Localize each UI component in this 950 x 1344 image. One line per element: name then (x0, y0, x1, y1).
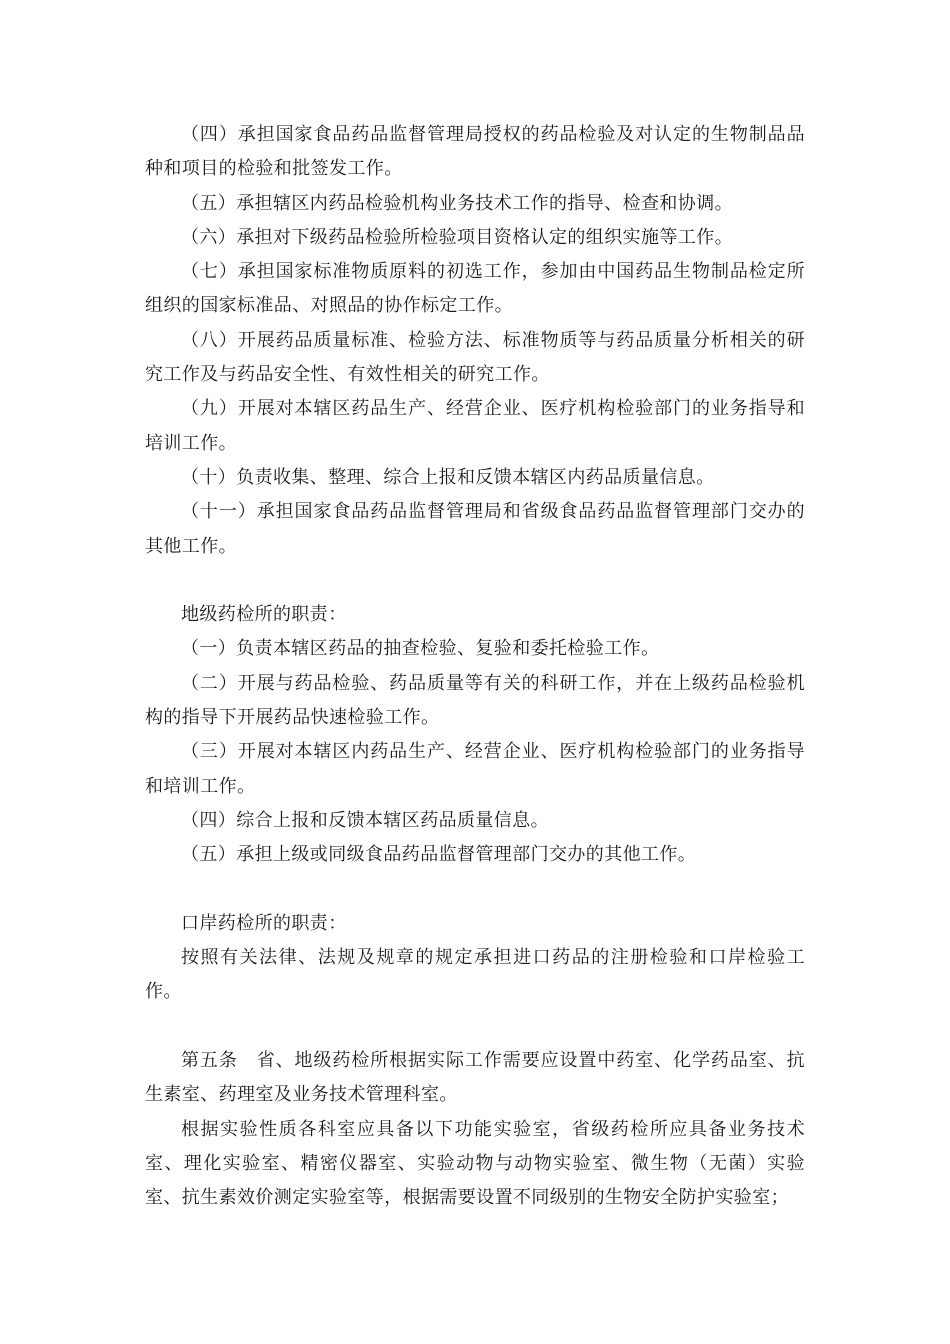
item-eight-provincial: （八）开展药品质量标准、检验方法、标准物质等与药品质量分析相关的研究工作及与药品安全性、有效性相关的研究工作。 (145, 329, 805, 386)
lab-requirements-paragraph: 根据实验性质各科室应具备以下功能实验室，省级药检所应具备业务技术室、理化实验室、精密仪器室、实验动物与动物实验室、微生物（无菌）实验室、抗生素效价测定实验室等，根据需要设置不同级别的生物安全防护实验室； (145, 1118, 805, 1209)
document-body (145, 118, 805, 1216)
item-five-prefecture: （五）承担上级或同级食品药品监督管理部门交办的其他工作。 (181, 844, 697, 866)
section-heading-port: 口岸药检所的职责： (181, 912, 347, 934)
item-ten-provincial: （十）负责收集、整理、综合上报和反馈本辖区内药品质量信息。 (181, 466, 715, 488)
item-two-prefecture: （二）开展与药品检验、药品质量等有关的科研工作，并在上级药品检验机构的指导下开展药品快速检验工作。 (145, 672, 805, 729)
item-three-prefecture: （三）开展对本辖区内药品生产、经营企业、医疗机构检验部门的业务指导和培训工作。 (145, 741, 805, 797)
item-four-provincial: （四）承担国家食品药品监督管理局授权的药品检验及对认定的生物制品品种和项目的检验和批签发工作。 (145, 124, 805, 180)
port-duty-paragraph: 按照有关法律、法规及规章的规定承担进口药品的注册检验和口岸检验工作。 (145, 947, 805, 1003)
item-four-prefecture: （四）综合上报和反馈本辖区药品质量信息。 (181, 809, 549, 831)
item-one-prefecture: （一）负责本辖区药品的抽查检验、复验和委托检验工作。 (181, 638, 660, 660)
section-heading-prefecture: 地级药检所的职责： (181, 604, 347, 626)
item-six-provincial: （六）承担对下级药品检验所检验项目资格认定的组织实施等工作。 (181, 226, 733, 248)
item-eleven-provincial: （十一）承担国家食品药品监督管理局和省级食品药品监督管理部门交办的其他工作。 (145, 501, 805, 557)
article-five: 第五条 省、地级药检所根据实际工作需要应设置中药室、化学药品室、抗生素室、药理室及业务技术管理科室。 (145, 1050, 805, 1106)
item-nine-provincial: （九）开展对本辖区药品生产、经营企业、医疗机构检验部门的业务指导和培训工作。 (145, 398, 805, 454)
item-seven-provincial: （七）承担国家标准物质原料的初选工作，参加由中国药品生物制品检定所组织的国家标准品、对照品的协作标定工作。 (145, 261, 805, 317)
item-five-provincial: （五）承担辖区内药品检验机构业务技术工作的指导、检查和协调。 (181, 192, 733, 214)
